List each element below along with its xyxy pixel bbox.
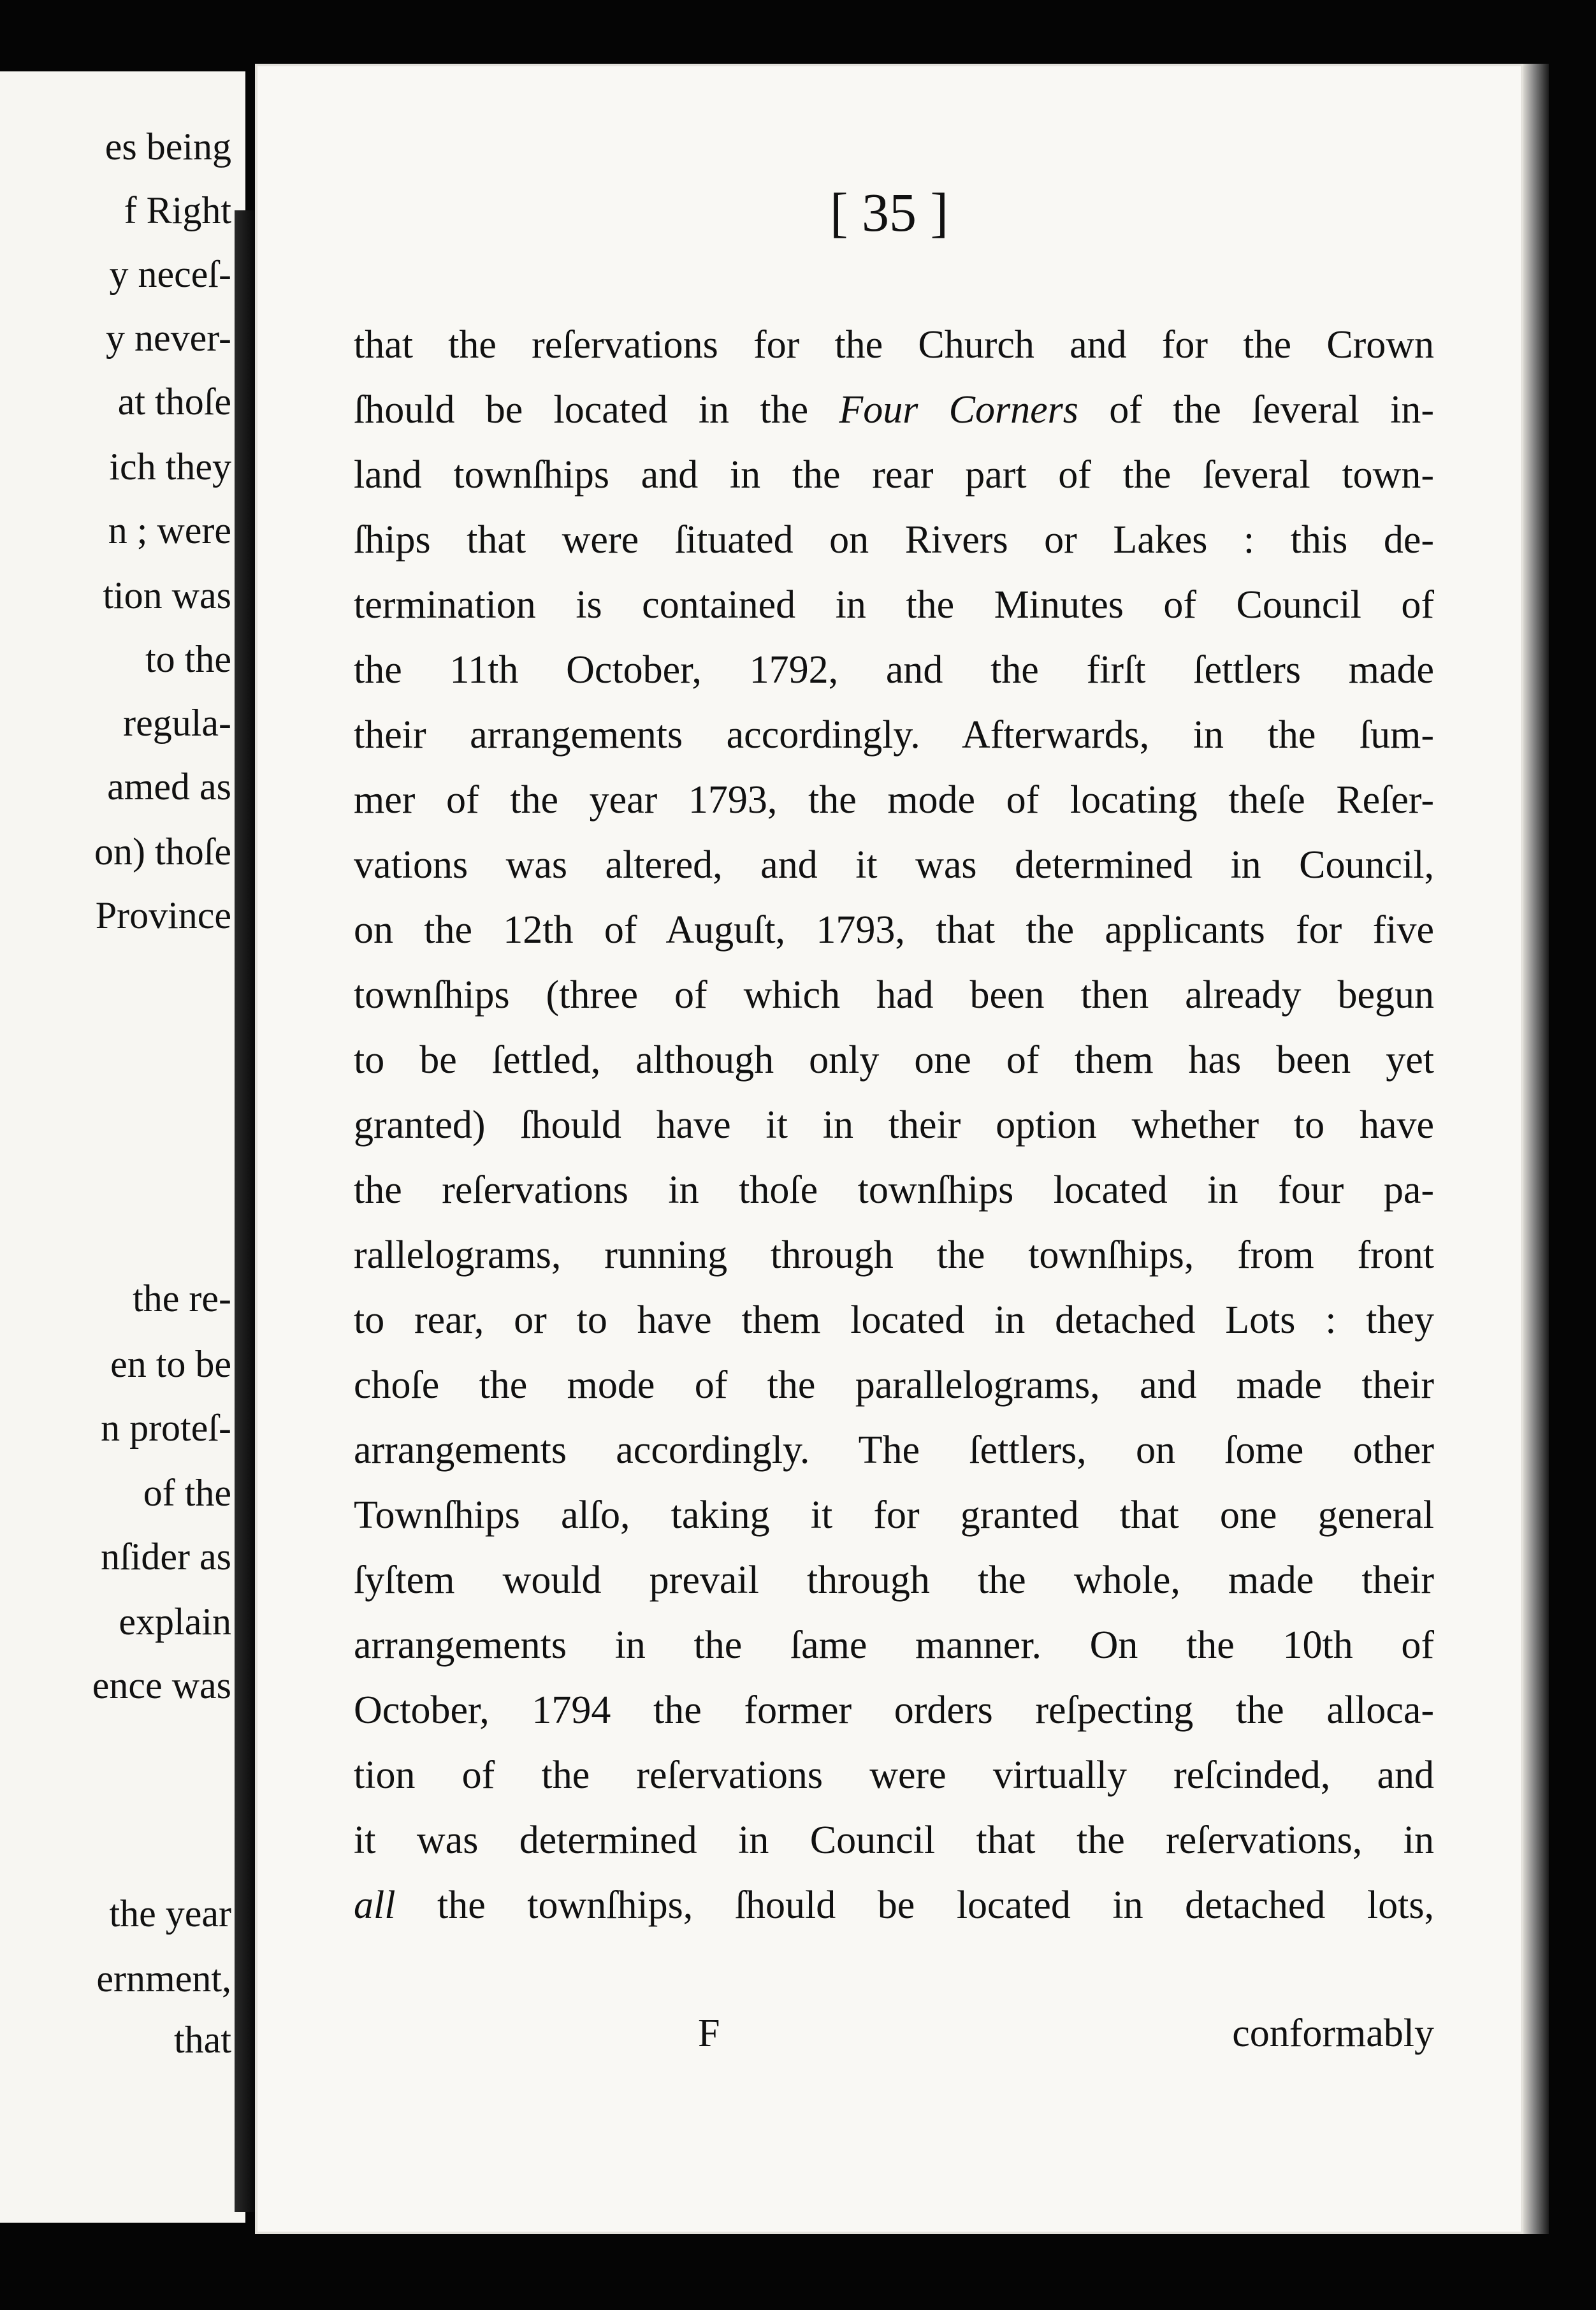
left-fragment-line: f Right (124, 189, 231, 231)
left-fragment-line: the re- (133, 1277, 231, 1319)
left-fragment-line: n ; were (108, 509, 231, 551)
text-line: choſe the mode of the parallelograms, and made their (354, 1363, 1434, 1407)
left-fragment-line: on) thoſe (94, 831, 231, 873)
left-fragment-line: tion was (103, 574, 231, 616)
text-line: vations was altered, and it was determined in Council, (354, 843, 1434, 887)
page-edge (1523, 64, 1549, 2234)
text-line: tion of the reſervations were virtually reſcinded, and (354, 1754, 1434, 1797)
left-fragment-line: that (174, 2019, 231, 2061)
page-number: [ 35 ] (829, 182, 949, 243)
left-fragment-line: es being (105, 126, 231, 168)
left-fragment-line: n proteſ- (101, 1407, 231, 1449)
left-fragment-line: y never- (105, 317, 231, 359)
text-line: the 11th October, 1792, and the firſt ſettlers made (354, 648, 1434, 692)
italic-phrase: Four Corners (839, 388, 1078, 432)
text-line: arrangements in the ſame manner. On the 10th of (354, 1624, 1434, 1667)
left-fragment-line: ence was (92, 1664, 231, 1706)
text-line: granted) ſhould have it in their option whether to have (354, 1103, 1434, 1147)
left-fragment-line: regula- (123, 702, 231, 744)
text-line: it was determined in Council that the reſervations, in (354, 1819, 1434, 1862)
left-fragment-line: at thoſe (117, 381, 231, 423)
left-fragment-line: the year (109, 1892, 231, 1935)
text-line: ſhips that were ſituated on Rivers or Lakes : this de- (354, 518, 1434, 562)
text-line: rallelograms, running through the townſhips, from front (354, 1233, 1434, 1277)
text-line: to be ſettled, although only one of them has been yet (354, 1038, 1434, 1082)
text-line: Townſhips alſo, taking it for granted that one general (354, 1493, 1434, 1537)
text-fragment: of the ſeveral in- (1078, 388, 1434, 432)
catchword: conformably (1232, 2012, 1434, 2055)
text-line: that the reſervations for the Church and for the Crown (354, 323, 1434, 367)
left-fragment-line: y neceſ- (109, 253, 231, 295)
left-fragment-line: nſider as (101, 1536, 231, 1578)
text-line: on the 12th of Auguſt, 1793, that the applicants for five (354, 908, 1434, 952)
text-line: land townſhips and in the rear part of the ſeveral town- (354, 453, 1434, 497)
text-line: termination is contained in the Minutes of Council of (354, 583, 1434, 627)
text-line: to rear, or to have them located in detached Lots : they (354, 1298, 1434, 1342)
text-line (354, 377, 1434, 442)
left-fragment-line: amed as (107, 766, 231, 808)
signature-mark: F (698, 2012, 720, 2055)
italic-word: all (354, 1884, 396, 1927)
text-fragment: ſhould be located in the (354, 388, 839, 432)
text-line: mer of the year 1793, the mode of locating theſe Reſer- (354, 778, 1434, 822)
left-facing-page (0, 71, 245, 2223)
text-line: arrangements accordingly. The ſettlers, on ſome other (354, 1428, 1434, 1472)
left-fragment-line: explain (119, 1601, 231, 1643)
left-fragment-line: ich they (109, 446, 231, 488)
book-page (255, 64, 1523, 2234)
text-line: townſhips (three of which had been then already begun (354, 973, 1434, 1017)
text-line: ſyſtem would prevail through the whole, made their (354, 1558, 1434, 1602)
page-footer (354, 2005, 1434, 2062)
body-text (354, 312, 1434, 1938)
text-line: the reſervations in thoſe townſhips located in four pa- (354, 1168, 1434, 1212)
left-fragment-line: ernment, (96, 1958, 231, 2000)
text-fragment: the townſhips, ſhould be located in detached lots, (395, 1884, 1434, 1927)
left-fragment-line: en to be (110, 1343, 231, 1385)
left-fragment-line: of the (143, 1472, 231, 1514)
left-fragment-line: Province (95, 894, 231, 936)
text-line (354, 1873, 1434, 1938)
text-line: October, 1794 the former orders reſpecting the alloca- (354, 1689, 1434, 1732)
left-fragment-line: to the (145, 638, 231, 680)
text-line: their arrangements accordingly. Afterwards, in the ſum- (354, 713, 1434, 757)
